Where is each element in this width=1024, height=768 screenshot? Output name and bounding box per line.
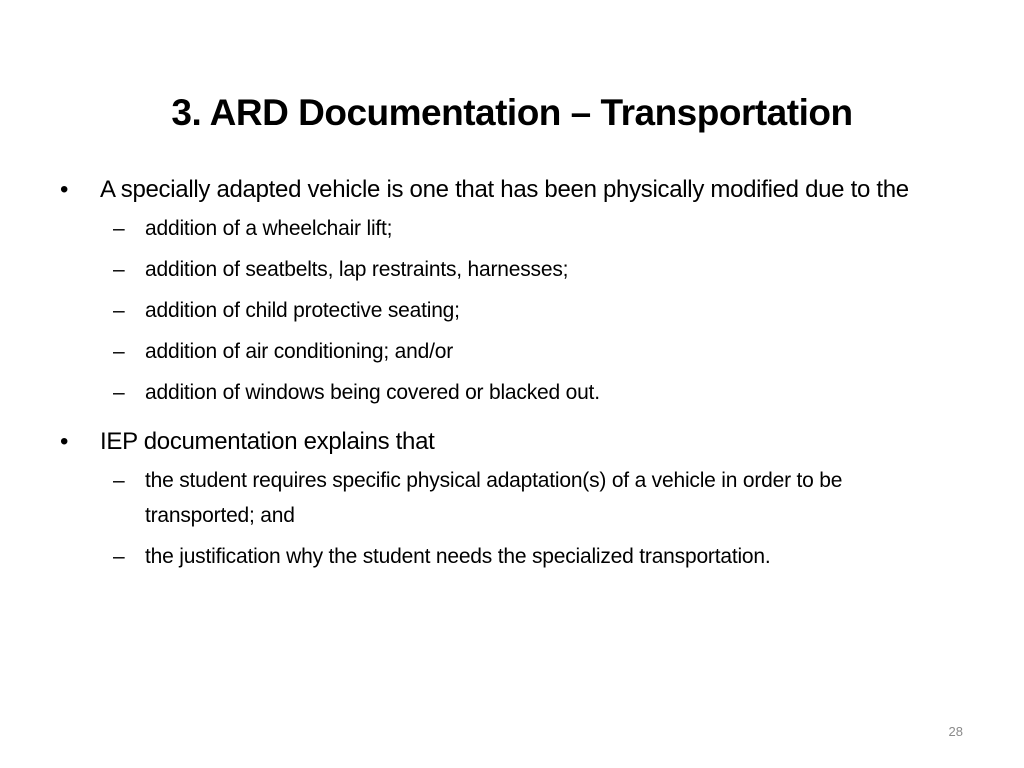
sub-list-item xyxy=(58,463,905,533)
sub-list-item-text: addition of seatbelts, lap restraints, harnesses; xyxy=(145,258,569,281)
sub-list-item xyxy=(58,334,968,369)
dash-icon: – xyxy=(113,217,125,240)
bullet-text: A specially adapted vehicle is one that has been physically modified due to the xyxy=(100,176,909,203)
bullet-icon: • xyxy=(60,428,69,455)
sub-list-item-text: addition of child protective seating; xyxy=(145,299,460,322)
dash-icon: – xyxy=(113,381,125,404)
sub-list-item xyxy=(58,293,968,328)
sub-list-item-text: the student requires specific physical adaptation(s) of a vehicle in order to be transported; and xyxy=(145,469,843,527)
sub-list-item-text: the justification why the student needs the specialized transportation. xyxy=(145,545,771,568)
sub-list-item xyxy=(58,375,968,410)
sub-list xyxy=(58,463,968,574)
slide-body xyxy=(58,171,968,580)
sub-list-item-text: addition of windows being covered or blacked out. xyxy=(145,381,600,404)
dash-icon: – xyxy=(113,545,125,568)
sub-list-item-text: addition of a wheelchair lift; xyxy=(145,217,393,240)
slide-title: 3. ARD Documentation – Transportation xyxy=(171,92,853,133)
page-number: 28 xyxy=(948,724,963,739)
bullet-item xyxy=(58,423,968,460)
sub-list-item xyxy=(58,252,968,287)
bullet-item xyxy=(58,171,968,208)
dash-icon: – xyxy=(113,340,125,363)
sub-list-item xyxy=(58,539,968,574)
bullet-icon: • xyxy=(60,176,69,203)
dash-icon: – xyxy=(113,299,125,322)
dash-icon: – xyxy=(113,258,125,281)
dash-icon: – xyxy=(113,469,125,492)
sub-list-item-text: addition of air conditioning; and/or xyxy=(145,340,454,363)
sub-list-item xyxy=(58,211,968,246)
bullet-text: IEP documentation explains that xyxy=(100,428,435,455)
sub-list xyxy=(58,211,968,410)
